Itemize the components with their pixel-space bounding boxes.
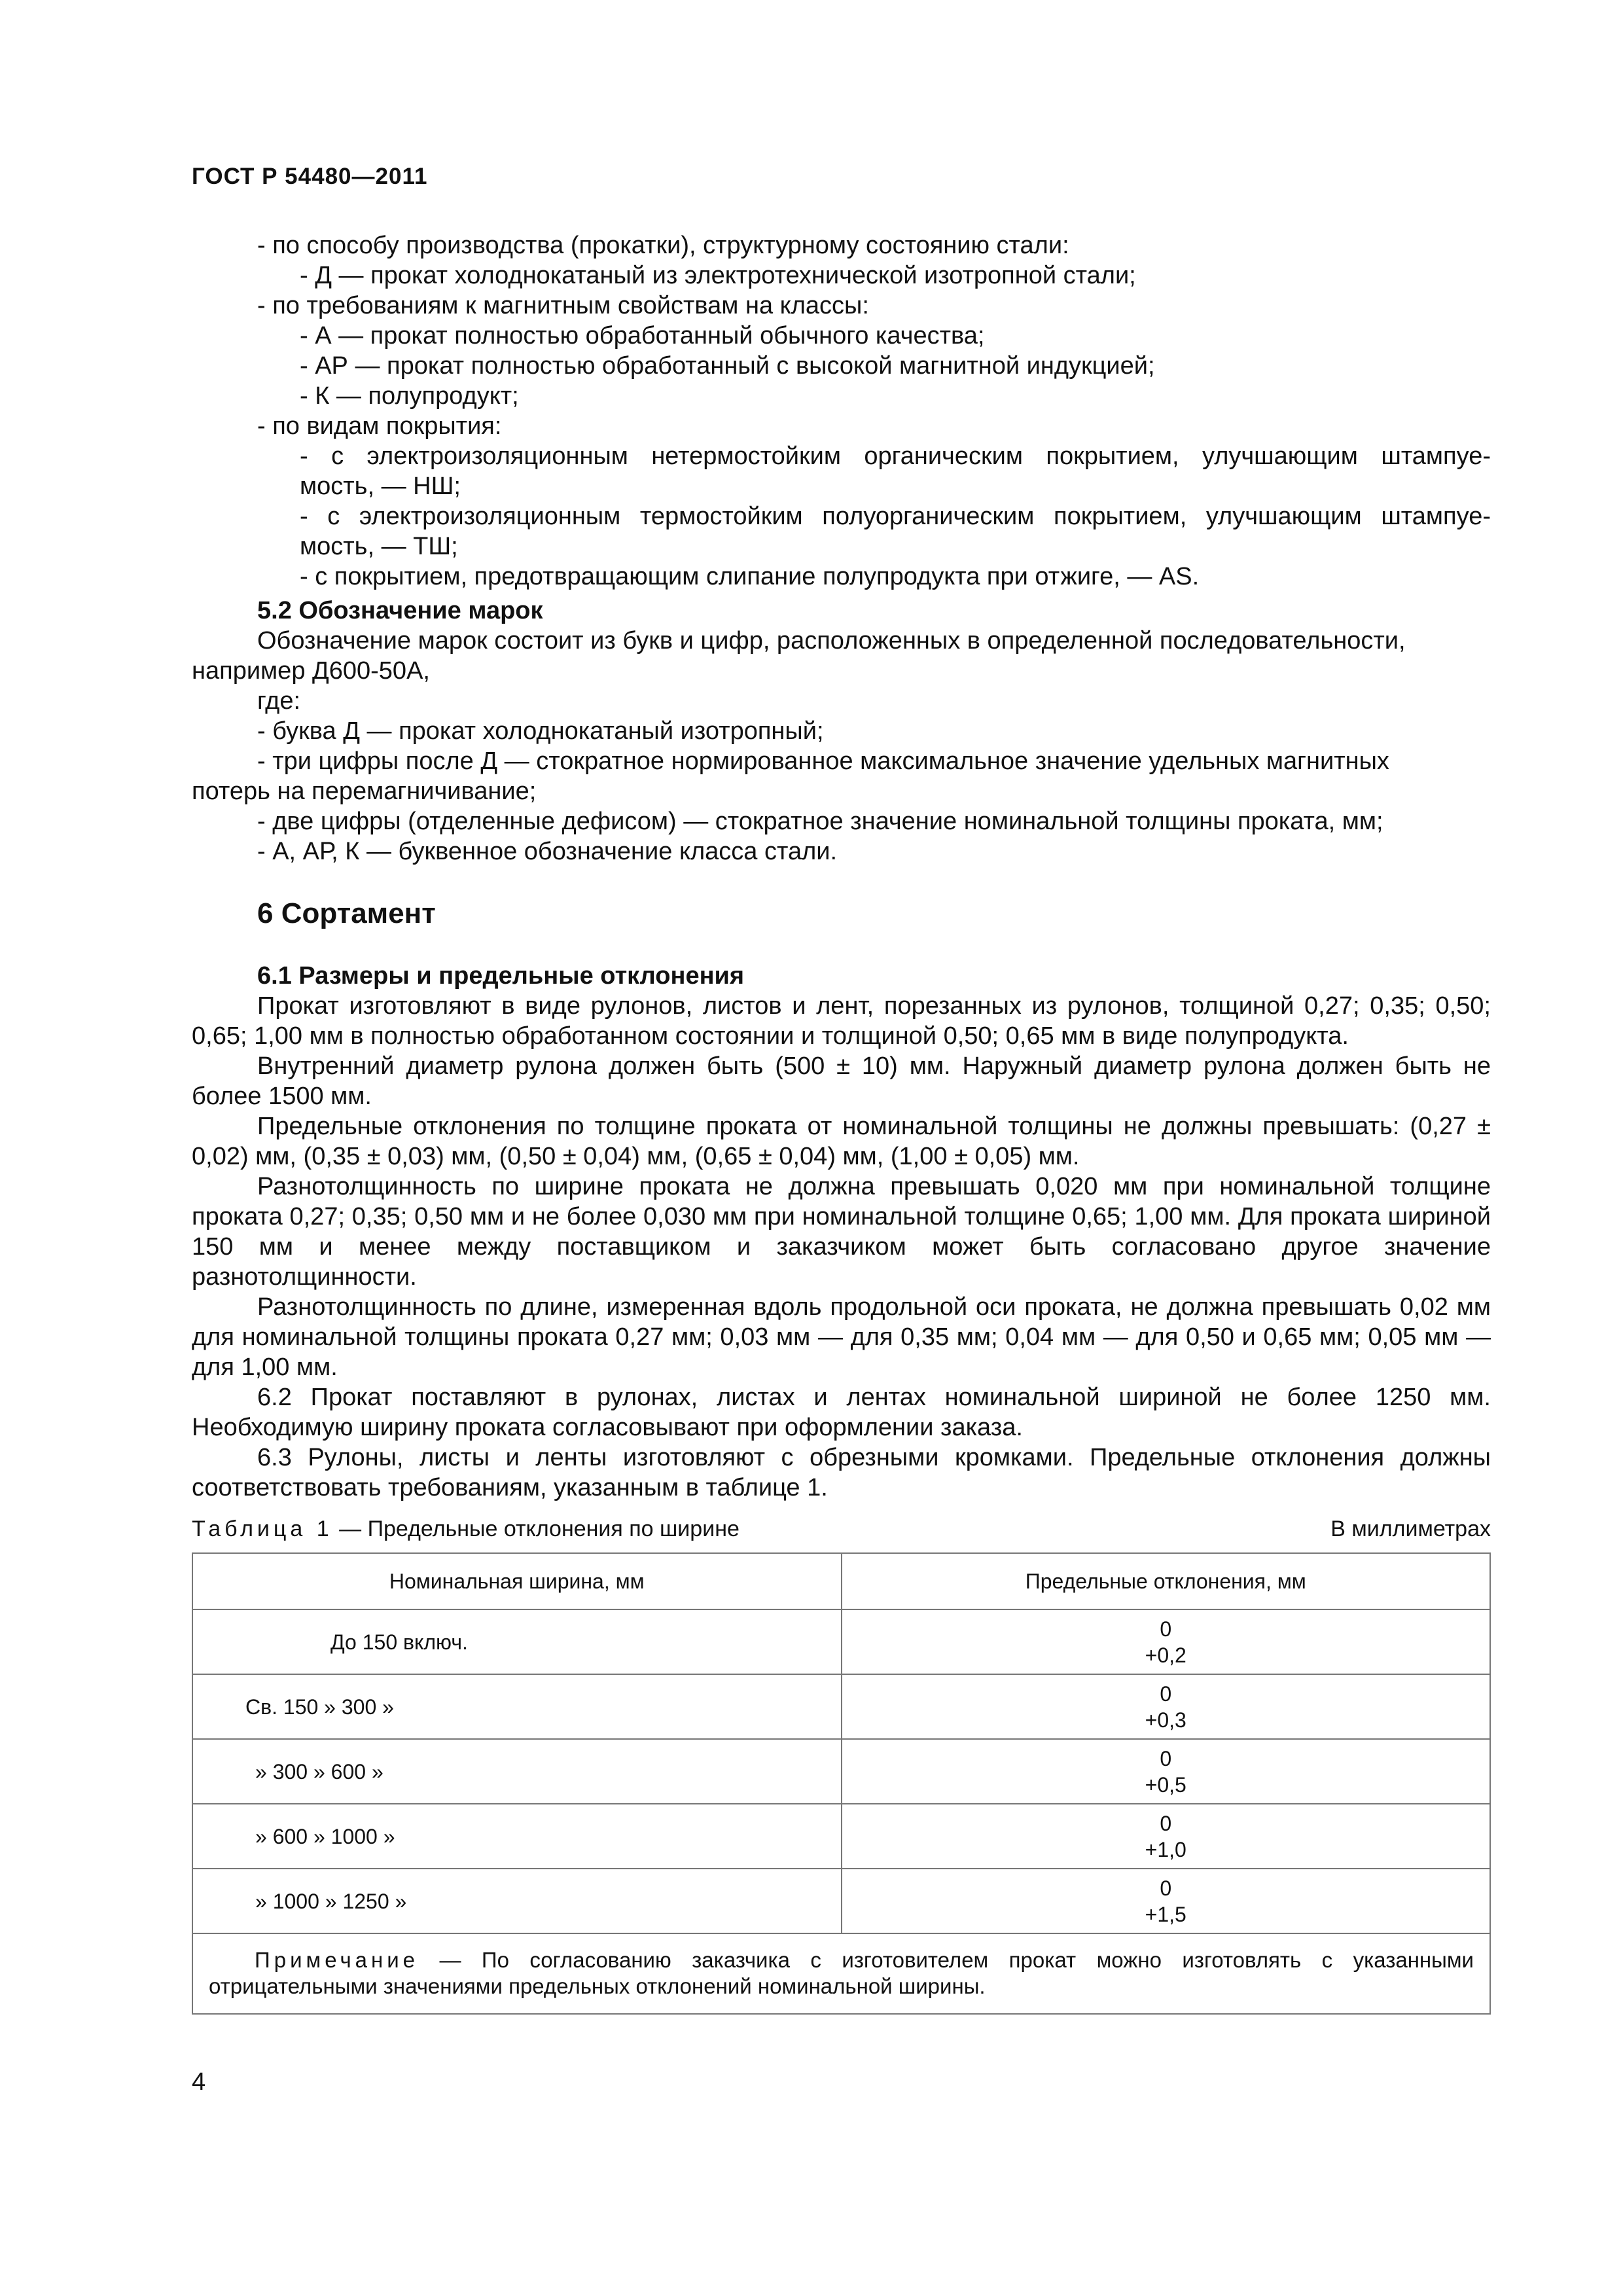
deviation-table bbox=[192, 1552, 1491, 2015]
table-label: Таблица 1 bbox=[192, 1516, 333, 1541]
list-item: мость, — ТШ; bbox=[300, 533, 458, 560]
paragraph: Внутренний диаметр рулона должен быть (500 ± 10) мм. Наружный диаметр рулона должен быть не более 1500 мм. bbox=[192, 1052, 1491, 1110]
list-item: - К — полупродукт; bbox=[300, 382, 519, 410]
table-note bbox=[192, 1933, 1490, 2014]
paragraph: 6.2 Прокат поставляют в рулонах, листах и лентах номинальной шириной не более 1250 мм. Необходимую ширину проката согласовывают при оформлении заказа. bbox=[192, 1384, 1491, 1441]
note-label: Примечание bbox=[255, 1947, 419, 1972]
section-heading-5-2: 5.2 Обозначение марок bbox=[257, 597, 543, 624]
list-item: - с электроизоляционным нетермостойким органическим покрытием, улучшающим штампуе- bbox=[300, 442, 1491, 470]
deviation-lower: +0,2 bbox=[1145, 1643, 1186, 1667]
table-header-row bbox=[192, 1553, 1490, 1609]
deviation-upper: 0 bbox=[1160, 1876, 1172, 1900]
list-item: потерь на перемагничивание; bbox=[192, 778, 537, 805]
deviation-cell bbox=[842, 1609, 1491, 1674]
document-code: ГОСТ Р 54480—2011 bbox=[192, 164, 428, 189]
table-row bbox=[192, 1739, 1490, 1804]
width-cell: До 150 включ. bbox=[192, 1609, 842, 1674]
deviation-upper: 0 bbox=[1160, 1617, 1172, 1641]
table-caption-text: — Предельные отклонения по ширине bbox=[339, 1516, 740, 1541]
width-cell: » 300 » 600 » bbox=[192, 1739, 842, 1804]
deviation-lower: +0,5 bbox=[1145, 1772, 1186, 1797]
table-row bbox=[192, 1674, 1490, 1739]
list-item: - три цифры после Д — стократное нормированное максимальное значение удельных магнитных bbox=[257, 747, 1389, 775]
list-item: - А, АР, К — буквенное обозначение класса стали. bbox=[257, 838, 838, 865]
deviation-lower: +1,0 bbox=[1145, 1837, 1186, 1861]
table-title bbox=[192, 1515, 740, 1543]
list-item: - с электроизоляционным термостойким полуорганическим покрытием, улучшающим штампуе- bbox=[300, 503, 1491, 530]
list-item: - по способу производства (прокатки), структурному состоянию стали: bbox=[257, 232, 1069, 259]
list-item: - А — прокат полностью обработанный обычного качества; bbox=[300, 322, 985, 350]
deviation-upper: 0 bbox=[1160, 1746, 1172, 1770]
list-item: - с покрытием, предотвращающим слипание полупродукта при отжиге, — AS. bbox=[300, 563, 1200, 590]
deviation-upper: 0 bbox=[1160, 1811, 1172, 1835]
section-heading-6: 6 Сортамент bbox=[257, 897, 436, 929]
paragraph: 6.3 Рулоны, листы и ленты изготовляют с обрезными кромками. Предельные отклонения должны соответствовать требованиям, указанным в таблице 1. bbox=[192, 1444, 1491, 1501]
table-row bbox=[192, 1804, 1490, 1869]
deviation-cell bbox=[842, 1804, 1491, 1869]
deviation-cell bbox=[842, 1739, 1491, 1804]
paragraph: Прокат изготовляют в виде рулонов, листов и лент, порезанных из рулонов, толщиной 0,27; 0,35; 0,50; 0,65; 1,00 мм в полностью обработанном состоянии и толщиной 0,50; 0,65 мм в виде полупродукта. bbox=[192, 992, 1491, 1050]
width-cell: Св. 150 » 300 » bbox=[192, 1674, 842, 1739]
list-item: мость, — НШ; bbox=[300, 473, 461, 500]
column-header-deviation: Предельные отклонения, мм bbox=[842, 1553, 1491, 1609]
text-line: где: bbox=[257, 687, 301, 715]
list-item: - по требованиям к магнитным свойствам на классы: bbox=[257, 292, 869, 319]
page-content bbox=[192, 230, 1491, 2015]
width-cell: » 600 » 1000 » bbox=[192, 1804, 842, 1869]
table-row bbox=[192, 1869, 1490, 1933]
list-item: - по видам покрытия: bbox=[257, 412, 502, 440]
table-units: В миллиметрах bbox=[1330, 1516, 1491, 1541]
page-number: 4 bbox=[192, 2068, 206, 2096]
list-item: - АР — прокат полностью обработанный с высокой магнитной индукцией; bbox=[300, 352, 1155, 380]
text-line: Обозначение марок состоит из букв и цифр, расположенных в определенной последовательности, bbox=[257, 627, 1406, 655]
list-item: - буква Д — прокат холоднокатаный изотропный; bbox=[257, 717, 824, 745]
deviation-lower: +0,3 bbox=[1145, 1708, 1186, 1732]
note-text: — По согласованию заказчика с изготовителем прокат можно изготовлять с указанными отрицательными значениями предельных отклонений номинальной ширины. bbox=[209, 1947, 1474, 1998]
paragraph: Разнотолщинность по ширине проката не должна превышать 0,020 мм при номинальной толщине проката 0,27; 0,35; 0,50 мм и не более 0,030 мм при номинальной толщине 0,65; 1,00 мм. Для проката шириной 150 мм и менее между поставщиком и заказчиком может быть согласовано другое значение разнотолщинности. bbox=[192, 1173, 1491, 1291]
column-header-width: Номинальная ширина, мм bbox=[192, 1553, 842, 1609]
table-row bbox=[192, 1609, 1490, 1674]
text-line: например Д600-50А, bbox=[192, 657, 430, 685]
subsection-heading-6-1: 6.1 Размеры и предельные отклонения bbox=[257, 962, 745, 990]
list-item: - Д — прокат холоднокатаный из электротехнической изотропной стали; bbox=[300, 262, 1136, 289]
deviation-lower: +1,5 bbox=[1145, 1902, 1186, 1926]
paragraph: Предельные отклонения по толщине проката от номинальной толщины не должны превышать: (0,27 ± 0,02) мм, (0,35 ± 0,03) мм, (0,50 ± 0,04) мм, (0,65 ± 0,04) мм, (1,00 ± 0,05) мм. bbox=[192, 1113, 1491, 1170]
list-item: - две цифры (отделенные дефисом) — стократное значение номинальной толщины проката, мм; bbox=[257, 808, 1383, 835]
paragraph: Разнотолщинность по длине, измеренная вдоль продольной оси проката, не должна превышать 0,02 мм для номинальной толщины проката 0,27 мм; 0,03 мм — для 0,35 мм; 0,04 мм — для 0,50 и 0,65 мм; 0,05 мм — для 1,00 мм. bbox=[192, 1293, 1491, 1381]
deviation-upper: 0 bbox=[1160, 1681, 1172, 1706]
deviation-cell bbox=[842, 1674, 1491, 1739]
width-cell: » 1000 » 1250 » bbox=[192, 1869, 842, 1933]
deviation-cell bbox=[842, 1869, 1491, 1933]
table-note-row bbox=[192, 1933, 1490, 2014]
table-caption bbox=[192, 1515, 1491, 1543]
